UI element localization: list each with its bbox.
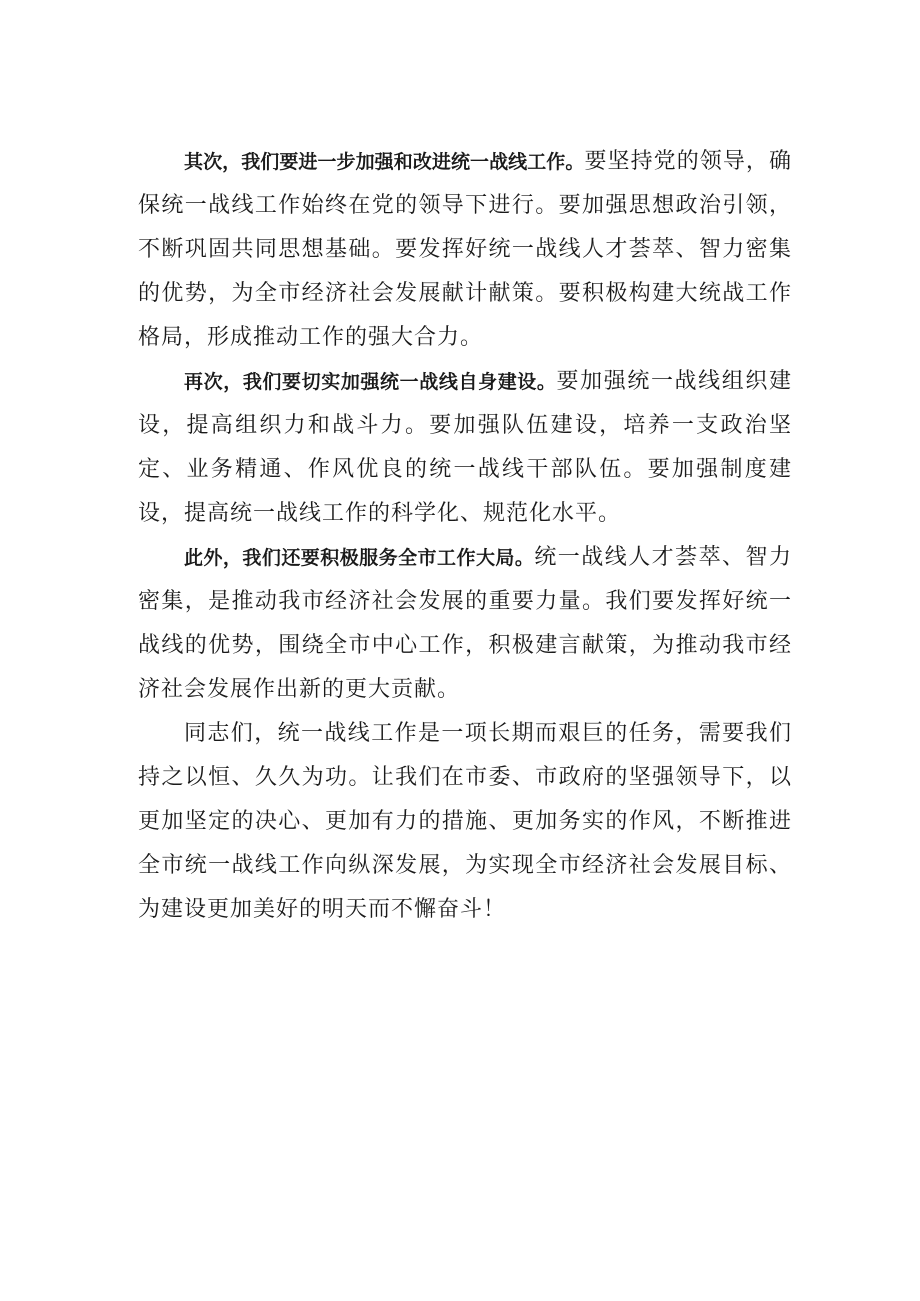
paragraph-strengthen-united-front: [138, 140, 792, 360]
paragraph-self-construction: [138, 360, 792, 536]
paragraph-text: 要加强统一战线组织建设，提高组织力和战斗力。要加强队伍建设，培养一支政治坚定、业务精通、作风优良的统一战线干部队伍。要加强制度建设，提高统一战线工作的科学化、规范化水平。: [138, 369, 792, 526]
paragraph-lead-heading: 此外，我们还要积极服务全市工作大局。: [184, 547, 535, 569]
paragraph-lead-heading: 再次，我们要切实加强统一战线自身建设。: [184, 371, 557, 393]
paragraph-lead-heading: 其次，我们要进一步加强和改进统一战线工作。: [184, 151, 585, 173]
paragraph-text: 要坚持党的领导，确保统一战线工作始终在党的领导下进行。要加强思想政治引领，不断巩固共同思想基础。要发挥好统一战线人才荟萃、智力密集的优势，为全市经济社会发展献计献策。要积极构建大统战工作格局，形成推动工作的强大合力。: [138, 149, 792, 350]
paragraph-text: 同志们，统一战线工作是一项长期而艰巨的任务，需要我们持之以恒、久久为功。让我们在市委、市政府的坚强领导下，以更加坚定的决心、更加有力的措施、更加务实的作风，不断推进全市统一战线工作向纵深发展，为实现全市经济社会发展目标、为建设更加美好的明天而不懈奋斗！: [138, 721, 792, 922]
paragraph-closing: [138, 712, 792, 932]
document-body: [138, 140, 792, 932]
paragraph-text: 统一战线人才荟萃、智力密集，是推动我市经济社会发展的重要力量。我们要发挥好统一战线的优势，围绕全市中心工作，积极建言献策，为推动我市经济社会发展作出新的更大贡献。: [138, 545, 792, 702]
paragraph-serve-overall-work: [138, 536, 792, 712]
